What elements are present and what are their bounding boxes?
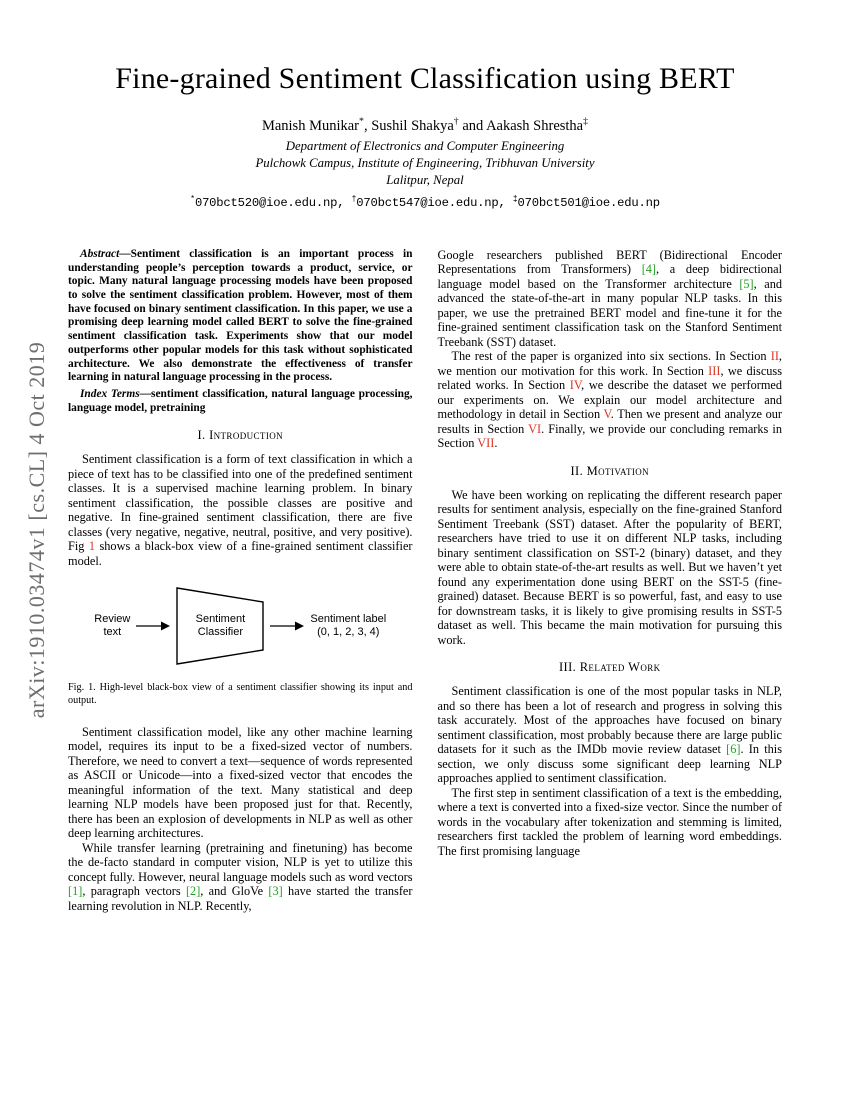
text-run: *	[359, 116, 364, 127]
text-run: †	[351, 194, 357, 204]
text-run: shows a black-box view of a fine-grained sentiment classifier model.	[68, 539, 413, 568]
output-label-line1: Sentiment label	[310, 612, 387, 625]
paragraph-related-1	[438, 684, 783, 786]
section-ref-link[interactable]: VII	[477, 436, 495, 451]
text-run: . In this section, we only discuss some significant deep learning NLP approaches applied to sentiment classification.	[437, 742, 782, 786]
text-run: 070bct547@ioe.edu.np,	[356, 195, 513, 210]
section-ref-link[interactable]: V	[603, 407, 611, 422]
text-run: , Sushil Shakya	[363, 117, 454, 134]
paragraph-intro-2	[68, 725, 413, 841]
section-ref-link[interactable]: VI	[528, 421, 542, 436]
paper-title: Fine-grained Sentiment Classification using BERT	[115, 62, 735, 95]
section-ref-link[interactable]: IV	[569, 378, 582, 393]
text-run: —Sentiment classification is an important process in understanding people’s perception towards a product, service, or topic. Many natural language processing models have been proposed to solve the sentiment classification problem. However, most of them have focused on binary sentiment classification. In this paper, we use a promising deep learning model called BERT to solve the fine-grained sentiment classification task. Experiments show that our model outperforms other popular models for this task without sophisticated architecture. We also demonstrate the effectiveness of transfer learning in natural language processing in the process.	[68, 247, 413, 384]
arxiv-watermark: arXiv:1910.03474v1 [cs.CL] 4 Oct 2019	[24, 341, 49, 719]
text-run: , and advanced the state-of-the-art in many popular NLP tasks. In this paper, we use the pretrained BERT model and fine-tune it for the fine-grained sentiment classification task on the Stanford Sentiment Treebank (SST) dataset.	[437, 276, 782, 349]
diagram-output-label	[310, 613, 386, 640]
text-run: , paragraph vectors	[82, 884, 186, 899]
author-block	[68, 116, 782, 210]
citation-link[interactable]: [3]	[268, 884, 283, 899]
section-heading-related-work: III. Related Work	[558, 660, 661, 675]
classifier-label-line1: Sentiment	[195, 612, 246, 625]
text-run: , a deep bidirectional language model based on the Transformer architecture	[437, 262, 782, 291]
text-run: .	[494, 436, 498, 451]
citation-link[interactable]: [6]	[726, 742, 741, 757]
text-run: , and GloVe	[200, 884, 269, 899]
column-right	[438, 248, 783, 914]
text-run: Abstract	[80, 247, 120, 260]
figure-1	[68, 583, 413, 708]
input-label-line1: Review	[94, 612, 131, 625]
classifier-label-line2: Classifier	[197, 626, 243, 639]
column-left	[68, 248, 413, 914]
abstract-paragraph	[68, 248, 413, 385]
text-run: While transfer learning (pretraining and finetuning) has become the de-facto standard in computer vision, NLP is yet to utilize this concept fully. However, neural language models such as word vectors	[68, 840, 413, 884]
author-emails	[68, 195, 782, 210]
classifier-diagram	[68, 583, 413, 673]
citation-link[interactable]: [2]	[185, 884, 201, 899]
text-run: , we discuss related works. In Section	[437, 363, 783, 393]
index-terms-paragraph	[68, 388, 413, 415]
affiliation-institution: Pulchowk Campus, Institute of Engineering, Tribhuvan University	[255, 155, 595, 170]
paper-content	[68, 0, 782, 913]
section-ref-link[interactable]: II	[770, 349, 779, 364]
text-run: , we mention our motivation for this work. In Section	[437, 349, 782, 378]
classifier-box-label	[176, 587, 264, 665]
two-column-body	[68, 248, 782, 914]
right-arrow-icon	[136, 620, 170, 632]
text-run: Sentiment classification is one of the most popular tasks in NLP, and so there has been a lot of research and progress in solving this task accurately. Most of the approaches have focused on binary sentiment classification, most probably because there are large public datasets for it such as the IMDb movie review dataset	[437, 684, 782, 757]
section-heading-motivation: II. Motivation	[570, 463, 650, 478]
classifier-box	[176, 587, 264, 665]
paragraph-intro-5	[438, 349, 783, 451]
text-run: 070bct520@ioe.edu.np,	[194, 195, 352, 210]
text-run: 070bct501@ioe.edu.np	[517, 195, 660, 210]
text-run: and Aakash Shrestha	[458, 117, 584, 134]
section-heading-introduction: I. Introduction	[197, 428, 284, 443]
right-arrow-icon	[270, 620, 304, 632]
citation-link[interactable]: [4]	[641, 262, 657, 277]
text-run: . Finally, we provide our concluding remarks in Section	[437, 421, 782, 451]
text-run: We have been working on replicating the different research paper results for sentiment analysis, especially on the fine-grained Stanford Sentiment Treebank (SST) dataset. After the popularity of BERT, researchers have tried to use it on different NLP tasks, including binary sentiment classification on SST-2 (binary) dataset, and they were able to obtain state-of-the-art results as well. But we haven’t yet found any experimentation done using BERT on the SST-5 (fine-grained) dataset. Because BERT is so powerful, fast, and easy to use for downstream tasks, it is likely to give promising results in SST-5 dataset as well. This became the main motivation for pursuing this work.	[437, 487, 782, 647]
section-ref-link[interactable]: III	[708, 363, 721, 378]
text-run: . Then we present and analyze our results in Section	[437, 407, 783, 436]
text-run: *	[190, 194, 195, 204]
affiliation-location: Lalitpur, Nepal	[386, 172, 464, 187]
author-names	[68, 116, 782, 135]
text-run: —sentiment classification, natural language processing, language model, pretraining	[68, 387, 413, 414]
text-run: Sentiment classification is a form of text classification in which a piece of text has to be classified into one of the predefined sentiment classes. It is a supervised machine learning problem. In binary sentiment classification, the possible classes are positive and negative. In fine-grained sentiment classification, there are five classes (very negative, negative, neutral, positive, and very positive). Fig	[68, 452, 413, 554]
text-run: Sentiment classification model, like any other machine learning model, requires its input to be a fixed-sized vector of numbers. Therefore, we need to convert a text—sequence of words represented as ASCII or Unicode—into a fixed-sized vector that encodes the meaningful information of the text. Many statistical and deep learning NLP models have been proposed just for that. Recently, there has been an explosion of developments in NLP as well as other deep learning architectures.	[68, 724, 413, 841]
figure-caption: Fig. 1. High-level black-box view of a sentiment classifier showing its input and output.	[68, 682, 413, 707]
paragraph-intro-1	[68, 452, 413, 568]
text-run: ‡	[583, 116, 589, 127]
paragraph-intro-4	[438, 248, 783, 350]
text-run: The rest of the paper is organized into six sections. In Section	[451, 349, 771, 364]
text-run: The first step in sentiment classification of a text is the embedding, where a text is converted into a fixed-size vector. Since the number of words in the vocabulary after tokenization and stemming is limited, researchers first tackled the problem of learning word embeddings. The first promising language	[437, 785, 782, 858]
text-run: Google researchers published BERT (Bidirectional Encoder Representations from Transformers)	[437, 247, 782, 277]
citation-link[interactable]: [1]	[68, 884, 83, 899]
diagram-input-label	[94, 613, 130, 640]
text-run: Manish Munikar	[261, 117, 360, 134]
affiliation-department: Department of Electronics and Computer Engineering	[285, 138, 565, 153]
input-label-line2: text	[103, 626, 122, 639]
text-run: †	[453, 116, 459, 127]
paragraph-intro-3	[68, 841, 413, 914]
text-run: Index Terms	[80, 387, 140, 400]
output-label-line2: (0, 1, 2, 3, 4)	[317, 626, 380, 639]
paragraph-related-2	[438, 786, 783, 859]
text-run: ‡	[512, 194, 518, 204]
paragraph-motivation-1	[438, 488, 783, 648]
citation-link[interactable]: [5]	[739, 276, 754, 291]
text-run: , we describe the dataset we performed our experiments on. We explain our model architecture and methodology in detail in Section	[437, 378, 782, 422]
section-ref-link[interactable]: 1	[88, 539, 96, 554]
text-run: have started the transfer learning revolution in NLP. Recently,	[68, 884, 413, 913]
